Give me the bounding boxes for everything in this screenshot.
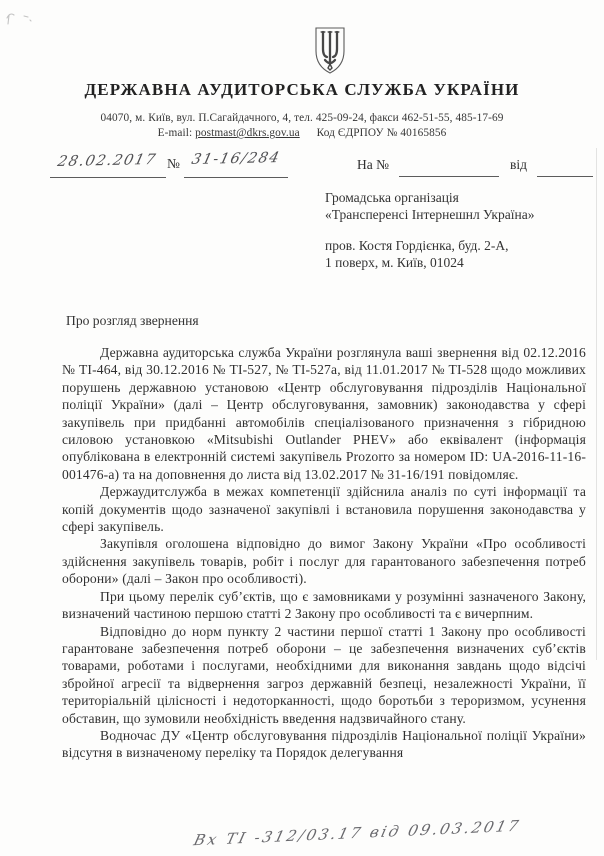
scan-edge-artifact <box>596 148 597 660</box>
incoming-stamp-handwritten: Вх ТІ -312/03.17 від 09.03.2017 <box>191 816 523 850</box>
recipient-address-block <box>325 238 508 271</box>
edrpou-code: Код ЄДРПОУ № 40165856 <box>316 127 447 139</box>
body-paragraph: При цьому перелік суб’єктів, що є замовниками у розумінні зазначеного Закону, визначений частиною першою статті 2 Закону про особливості та є вичерпним. <box>62 588 586 622</box>
outgoing-number-handwritten: 31-16/284 <box>189 150 282 168</box>
org-contact-line <box>20 127 584 139</box>
org-name-title: ДЕРЖАВНА АУДИТОРСЬКА СЛУЖБА УКРАЇНИ <box>84 80 520 99</box>
body-paragraph: Відповідно до норм пункту 2 частини першої статті 1 Закону про особливості гарантоване забезпечення потреб оборони – це забезпечення визначених суб’єктів товарами, роботами і послугами, необхідними для виконання завдань щодо відсічі збройної агресії та відвернення загроз державній безпеці, незалежності України, її територіальній цілісності і недоторканності, щодо боротьби з тероризмом, усунення обставин, що зумовили необхідність введення надзвичайного стану. <box>62 623 586 726</box>
pencil-mark-artifact-icon <box>4 8 34 33</box>
letter-body <box>62 344 586 762</box>
email-address: postmast@dkrs.gov.ua <box>195 127 300 139</box>
body-paragraph: Водночас ДУ «Центр обслуговування підрозділів Національної поліції України» відсутня в визначеному переліку та Порядок делегування <box>62 727 586 761</box>
incoming-number-underline <box>399 175 499 177</box>
email-label: E-mail: <box>157 127 193 139</box>
recipient-org-name-line: «Трансперенсі Інтернешнл Україна» <box>325 206 535 222</box>
org-address-line: 04070, м. Київ, вул. П.Сагайдачного, 4, тел. 425-09-24, факси 462-51-55, 485-17-69 <box>100 112 504 124</box>
recipient-street-line: пров. Костя Гордієнка, буд. 2-А, <box>325 238 509 253</box>
outgoing-number-underline <box>184 176 288 178</box>
recipient-city-line: 1 поверх, м. Київ, 01024 <box>325 254 464 270</box>
body-paragraph: Закупівля оголошена відповідно до вимог Закону України «Про особливості здійснення закупівель товарів, робіт і послуг для гарантованого забезпечення потреб оборони» (далі – Закон про особливості). <box>62 536 586 587</box>
body-paragraph: Держаудитслужба в межах компетенції здійснила аналіз по суті інформації та копій документів щодо зазначеної закупівлі і встановила порушення законодавства у сфері закупівель. <box>62 484 586 535</box>
recipient-block <box>325 190 534 223</box>
incoming-date-underline <box>537 175 593 177</box>
outgoing-date-underline <box>50 176 166 178</box>
recipient-org-line: Громадська організація <box>325 190 459 205</box>
ukraine-trident-emblem-icon <box>312 27 348 80</box>
subject-line: Про розгляд звернення <box>66 313 199 328</box>
incoming-number-label: На № <box>357 157 389 172</box>
outgoing-date-handwritten: 28.02.2017 <box>55 151 159 171</box>
body-paragraph: Державна аудиторська служба України розглянула ваші звернення від 02.12.2016 № ТІ-464, від 30.12.2016 № ТІ-527, № ТІ-527а, від 11.01.2017 № ТІ-528 щодо можливих порушень державною установою «Центр обслуговування підрозділів Національної поліції України» (далі – Центр обслуговування, замовник) законодавства у сфері закупівель при придбанні автомобілів спеціалізованого призначення з гібридною силовою установкою «Mitsubishi Outlander PHEV» або еквівалент (інформація опублікована в електронній системі закупівель Prozorro за номером ID: UA-2016-11-16-001476-а) та на доповнення до листа від 13.02.2017 № 31-16/191 повідомляє. <box>62 345 586 482</box>
number-sign-label: № <box>167 156 180 171</box>
incoming-date-label: від <box>510 157 527 172</box>
